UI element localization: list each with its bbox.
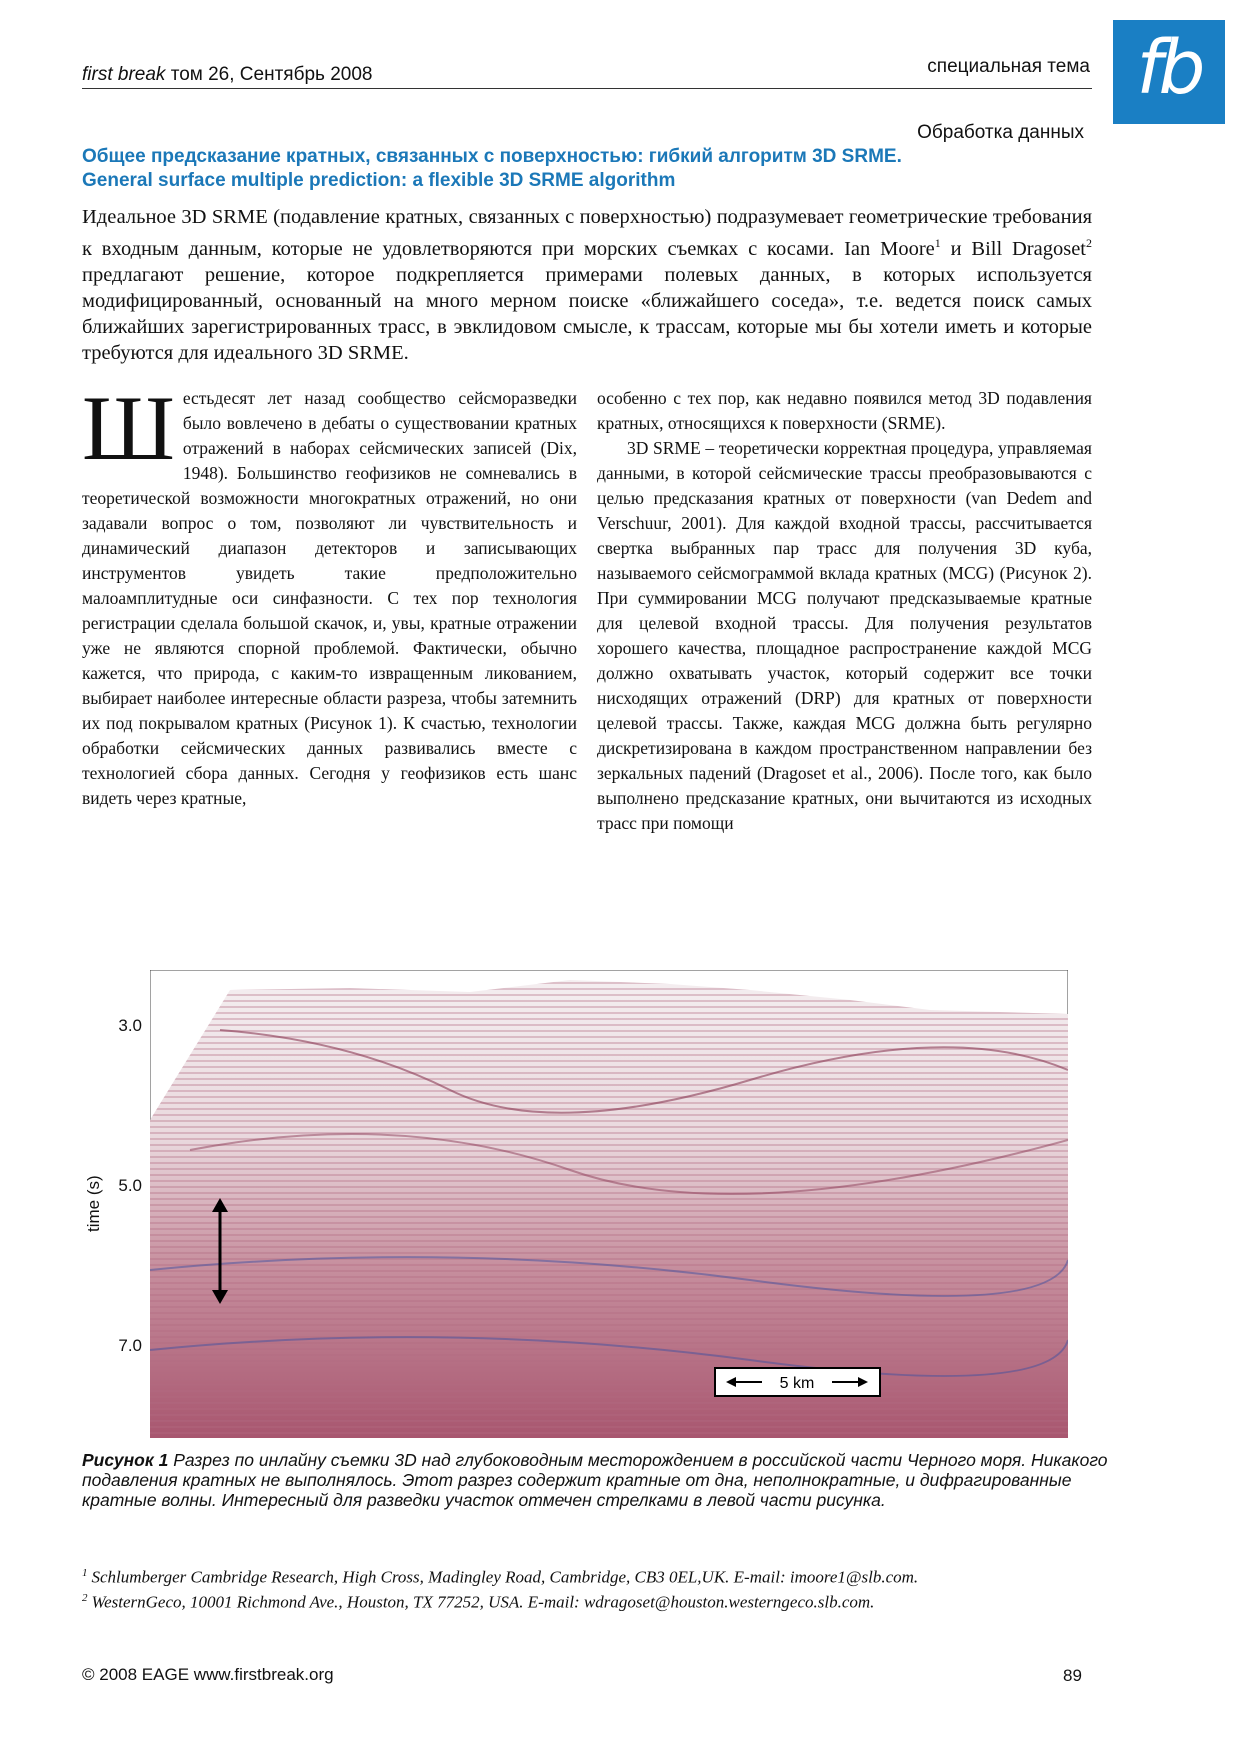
scale-bar	[715, 1368, 880, 1396]
body-paragraph: 3D SRME – теоретически корректная процедура, управляемая данными, в которой сейсмические трассы преобразовываются с целью предсказания кратных от поверхности (van Dedem and Verschuur, 2001). Для каждой входной трассы, рассчитывается свертка выбранных пар трасс для получения 3D куба, называемого сейсмограммой вклада кратных (MCG) (Рисунок 2). При суммировании MCG получают предсказываемые кратные для целевой входной трассы. Для получения результатов хорошего качества, площадное распространение каждой MCG должно охватывать участок, который содержит все точки нисходящих отражений (DRP) для кратных от поверхности целевой трассы. Также, каждая MCG должна быть регулярно дискретизирована в каждом пространственном направлении без зеркальных падений (Dragoset et al., 2006). После того, как было выполнено предсказание кратных, они вычитаются из исходных трасс при помощи	[597, 438, 1092, 833]
title-english: General surface multiple prediction: a flexible 3D SRME algorithm	[82, 170, 676, 191]
seismic-section-figure	[150, 970, 1068, 1438]
footnote-text: Schlumberger Cambridge Research, High Cross, Madingley Road, Cambridge, CB3 0EL,UK. E-mail: imoore1@slb.com.	[91, 1567, 919, 1587]
seismic-reflectors	[150, 980, 1068, 1438]
title-russian: Общее предсказание кратных, связанных с поверхностью: гибкий алгоритм 3D SRME.	[82, 146, 902, 167]
fb-logo: fb	[1113, 20, 1225, 124]
body-column-left	[82, 377, 577, 811]
journal-issue: том 26, Сентябрь 2008	[170, 64, 373, 85]
y-tick-label: 5.0	[118, 1176, 142, 1195]
caption-text: Разрез по инлайну съемки 3D над глубоководным месторождением в российской части Черного моря. Никакого подавления кратных не выполнялось. Этот разрез содержит кратные от дна, неполнократные, и дифрагированные кратные волны. Интересный для разведки участок отмечен стрелками в левой части рисунка.	[82, 1450, 1108, 1510]
section-header: специальная тема	[927, 56, 1090, 77]
abstract	[82, 204, 1092, 366]
body-paragraph: естьдесят лет назад сообщество сейсморазведки было вовлечено в дебаты о существовании кратных отражений в наборах сейсмических записей (Dix, 1948). Большинство геофизиков не сомневались в теоретической возможности многократных отражений, но они задавали вопрос о том, позволяют ли чувствительность и динамический диапазон детекторов и записывающих инструментов увидеть такие предположительно малоамплитудные оси синфазности. С тех пор технология регистрации сделала большой скачок, и, увы, кратные отражении уже не являются спорной проблемой. Фактически, обычно кажется, что природа, с каким-то извращенным ликованием, выбирает наиболее интересные области разреза, чтобы затемнить их под покрывалом кратных (Рисунок 1). К счастью, технологии обработки сейсмических данных развивались вместе с технологией сбора данных. Сегодня у геофизиков есть шанс видеть через кратные,	[82, 388, 577, 808]
drop-cap: Ш	[82, 377, 175, 479]
abstract-text-1: Идеальное 3D SRME (подавление кратных, связанных с поверхностью) подразумевает геометрические требования к входным данным, которые не удовлетворяются при морских съемках с косами. Ian Moore	[82, 206, 1092, 260]
y-tick-label: 7.0	[118, 1336, 142, 1355]
y-tick-label: 3.0	[118, 1016, 142, 1035]
footnote-ref-1: 1	[934, 236, 941, 250]
footnote	[82, 1592, 874, 1613]
header-divider	[82, 88, 1092, 89]
abstract-text-3: предлагают решение, которое подкрепляется примерами полевых данных, в которых используется модифицированный, основанный на много мерном поиске «ближайшего соседа», т.е. ведется поиск самых ближайших зарегистрированных трасс, в эвклидовом смысле, к трассам, которые мы бы хотели иметь и которые требуются для идеального 3D SRME.	[82, 263, 1092, 364]
journal-name: first break	[82, 64, 166, 85]
scale-label: 5 km	[779, 1375, 815, 1392]
footnote-number: 2	[82, 1592, 88, 1604]
y-axis-label: time (s)	[84, 1175, 103, 1232]
abstract-text-2: и Bill Dragoset	[940, 237, 1086, 260]
footnote-number: 1	[82, 1567, 88, 1579]
footnote	[82, 1567, 918, 1588]
footnote-text: WesternGeco, 10001 Richmond Ave., Houston, TX 77252, USA. E-mail: wdragoset@houston.westerngeco.slb.com.	[91, 1592, 875, 1612]
body-paragraph: особенно с тех пор, как недавно появился метод 3D подавления кратных, относящихся к поверхности (SRME).	[597, 388, 1092, 433]
journal-header	[82, 64, 372, 86]
page-number: 89	[1063, 1666, 1082, 1685]
caption-label: Рисунок 1	[82, 1450, 169, 1470]
section-label: Обработка данных	[917, 122, 1084, 143]
footnote-ref-2: 2	[1086, 236, 1092, 250]
body-column-right	[597, 386, 1092, 836]
footer-copyright: © 2008 EAGE www.firstbreak.org	[82, 1665, 334, 1684]
figure-caption	[82, 1450, 1112, 1510]
